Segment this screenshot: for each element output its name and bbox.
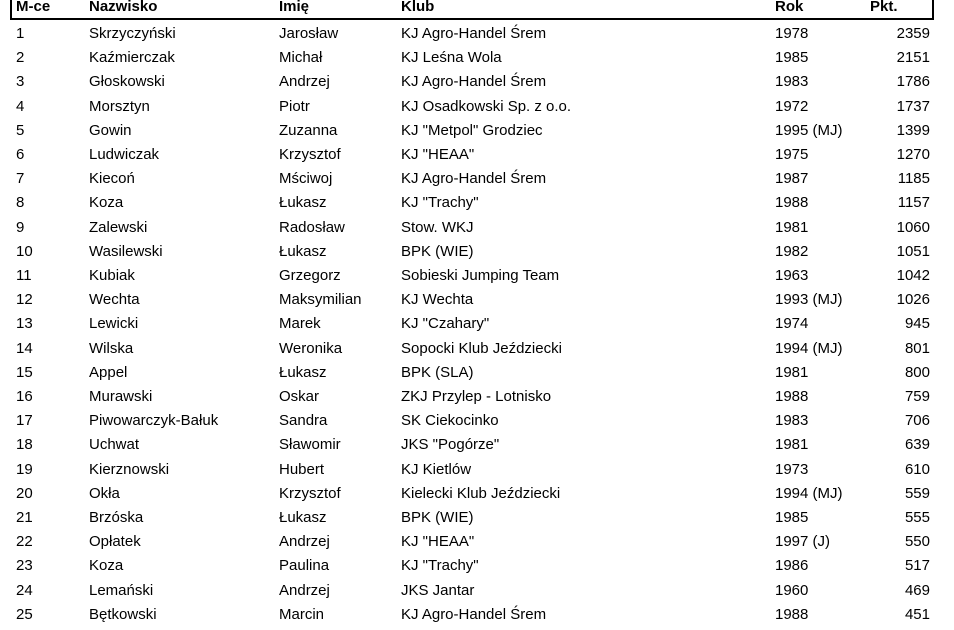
cell-surname: Opłatek [89, 533, 141, 551]
cell-surname: Okła [89, 484, 120, 502]
cell-year: 1975 [775, 146, 809, 163]
cell-points: 550 [904, 533, 930, 551]
cell-club: KJ "Metpol" Grodziec [401, 121, 543, 139]
cell-position: 20 [16, 484, 33, 502]
cell-position: 2 [16, 49, 25, 67]
table-row [0, 409, 954, 433]
table-row [0, 482, 954, 506]
table-header [10, 0, 934, 20]
cell-first-name: Hubert [279, 460, 325, 478]
cell-points: 1737 [896, 97, 930, 115]
cell-first-name: Michał [279, 49, 323, 67]
table-row [0, 506, 954, 530]
table-row [0, 143, 954, 167]
cell-position: 24 [16, 581, 33, 599]
cell-position: 25 [16, 605, 33, 623]
cell-points: 706 [904, 412, 930, 430]
cell-year: 1981 [775, 218, 809, 236]
cell-position: 19 [16, 460, 33, 478]
table-row [0, 240, 954, 264]
cell-surname: Koza [89, 557, 124, 575]
cell-surname: Brzóska [89, 509, 144, 526]
cell-points: 2359 [896, 25, 930, 42]
cell-club: JKS "Pogórze" [401, 436, 500, 454]
table-row [0, 530, 954, 554]
cell-club: KJ Leśna Wola [401, 49, 502, 67]
cell-surname: Lemański [89, 581, 154, 599]
cell-surname: Wechta [89, 291, 140, 309]
cell-first-name: Grzegorz [279, 267, 341, 284]
table-row [0, 95, 954, 119]
cell-position: 3 [16, 73, 25, 91]
cell-surname: Morsztyn [89, 97, 150, 115]
cell-position: 14 [16, 339, 33, 357]
cell-surname: Głoskowski [89, 73, 165, 91]
cell-first-name: Weronika [279, 339, 343, 357]
cell-surname: Piwowarczyk-Bałuk [89, 412, 219, 430]
cell-position: 16 [16, 388, 33, 405]
cell-position: 10 [16, 242, 33, 260]
cell-first-name: Łukasz [279, 509, 327, 526]
cell-first-name: Łukasz [279, 194, 327, 212]
cell-club: Kielecki Klub Jeździecki [401, 484, 561, 502]
cell-points: 555 [904, 509, 930, 526]
cell-year: 1960 [775, 581, 809, 599]
table-row [0, 312, 954, 336]
cell-position: 6 [16, 146, 25, 163]
table-row [0, 433, 954, 457]
cell-surname: Murawski [89, 388, 153, 405]
cell-year: 1983 [775, 412, 809, 430]
cell-surname: Koza [89, 194, 124, 212]
cell-first-name: Andrzej [279, 73, 330, 91]
cell-points: 1185 [897, 170, 930, 188]
cell-position: 22 [16, 533, 33, 551]
cell-points: 1042 [896, 267, 930, 284]
cell-position: 15 [16, 363, 33, 381]
cell-points: 1157 [897, 194, 930, 212]
cell-points: 1786 [896, 73, 930, 91]
table-row [0, 603, 954, 627]
header-position: M-ce [16, 0, 51, 15]
cell-surname: Lewicki [89, 315, 139, 333]
cell-club: KJ "HEAA" [401, 533, 475, 551]
cell-club: Sopocki Klub Jeździecki [401, 339, 562, 357]
cell-first-name: Krzysztof [279, 484, 341, 502]
cell-points: 2151 [896, 49, 930, 67]
cell-position: 7 [16, 170, 25, 188]
cell-year: 1986 [775, 557, 809, 575]
cell-surname: Bętkowski [89, 605, 157, 623]
cell-points: 639 [904, 436, 930, 454]
cell-surname: Zalewski [89, 218, 148, 236]
cell-year: 1987 [775, 170, 809, 188]
cell-first-name: Piotr [279, 97, 310, 115]
cell-year: 1988 [775, 194, 809, 212]
table-row [0, 458, 954, 482]
table-row [0, 191, 954, 215]
cell-points: 1026 [896, 291, 930, 309]
cell-year: 1973 [775, 460, 809, 478]
cell-first-name: Maksymilian [279, 291, 362, 309]
cell-first-name: Andrzej [279, 581, 330, 599]
cell-points: 610 [904, 460, 930, 478]
cell-position: 23 [16, 557, 33, 575]
header-surname: Nazwisko [89, 0, 158, 15]
cell-club: SK Ciekocinko [401, 412, 499, 430]
cell-year: 1974 [775, 315, 809, 333]
cell-position: 12 [16, 291, 33, 309]
cell-points: 559 [904, 484, 930, 502]
cell-club: KJ "Trachy" [401, 194, 479, 212]
cell-first-name: Łukasz [279, 363, 327, 381]
cell-year: 1981 [775, 436, 809, 454]
cell-surname: Kiecoń [89, 170, 135, 188]
table-row [0, 167, 954, 191]
cell-first-name: Sandra [279, 412, 328, 430]
cell-surname: Wasilewski [89, 242, 163, 260]
cell-points: 945 [904, 315, 930, 333]
cell-position: 13 [16, 315, 33, 333]
cell-first-name: Marek [279, 315, 321, 333]
header-year: Rok [775, 0, 804, 15]
cell-position: 1 [16, 25, 25, 42]
cell-year: 1988 [775, 388, 809, 405]
cell-club: ZKJ Przylep - Lotnisko [401, 388, 552, 405]
cell-first-name: Radosław [279, 218, 345, 236]
cell-surname: Uchwat [89, 436, 140, 454]
cell-first-name: Marcin [279, 605, 325, 623]
cell-position: 9 [16, 218, 25, 236]
cell-year: 1997 (J) [775, 533, 831, 551]
cell-first-name: Andrzej [279, 533, 330, 551]
cell-club: KJ Osadkowski Sp. z o.o. [401, 97, 572, 115]
cell-surname: Kubiak [89, 267, 135, 284]
cell-first-name: Krzysztof [279, 146, 341, 163]
cell-year: 1985 [775, 49, 809, 67]
cell-points: 800 [904, 363, 930, 381]
cell-surname: Gowin [89, 121, 132, 139]
cell-year: 1981 [775, 363, 809, 381]
cell-club: BPK (WIE) [401, 242, 474, 260]
cell-club: Stow. WKJ [401, 218, 474, 236]
cell-first-name: Sławomir [279, 436, 341, 454]
table-row [0, 22, 954, 46]
cell-club: KJ Agro-Handel Śrem [401, 170, 547, 188]
cell-points: 469 [904, 581, 930, 599]
cell-points: 517 [904, 557, 930, 575]
table-row [0, 216, 954, 240]
cell-year: 1993 (MJ) [775, 291, 843, 309]
cell-first-name: Łukasz [279, 242, 327, 260]
header-club: Klub [401, 0, 435, 15]
cell-year: 1983 [775, 73, 809, 91]
cell-year: 1995 (MJ) [775, 121, 843, 139]
cell-first-name: Oskar [279, 388, 320, 405]
cell-year: 1994 (MJ) [775, 484, 843, 502]
cell-year: 1972 [775, 97, 809, 115]
cell-year: 1978 [775, 25, 809, 42]
cell-points: 1399 [896, 121, 930, 139]
cell-year: 1963 [775, 267, 809, 284]
cell-position: 17 [16, 412, 33, 430]
cell-points: 759 [904, 388, 930, 405]
cell-surname: Appel [89, 363, 128, 381]
cell-club: KJ "Trachy" [401, 557, 479, 575]
cell-points: 1051 [896, 242, 930, 260]
header-points: Pkt. [870, 0, 898, 15]
cell-club: KJ Agro-Handel Śrem [401, 605, 547, 623]
cell-club: KJ Agro-Handel Śrem [401, 73, 547, 91]
cell-first-name: Mściwoj [279, 170, 333, 188]
table-row [0, 70, 954, 94]
cell-points: 801 [904, 339, 930, 357]
cell-points: 1060 [896, 218, 930, 236]
table-row [0, 554, 954, 578]
table-row [0, 337, 954, 361]
cell-surname: Ludwiczak [89, 146, 160, 163]
cell-club: KJ Agro-Handel Śrem [401, 25, 547, 42]
table-row [0, 119, 954, 143]
cell-surname: Skrzyczyński [89, 25, 176, 42]
table-row [0, 385, 954, 409]
cell-year: 1982 [775, 242, 809, 260]
cell-position: 4 [16, 97, 25, 115]
cell-club: KJ "Czahary" [401, 315, 490, 333]
cell-year: 1994 (MJ) [775, 339, 843, 357]
cell-club: BPK (SLA) [401, 363, 474, 381]
cell-first-name: Jarosław [279, 25, 339, 42]
cell-club: KJ Kietlów [401, 460, 472, 478]
cell-club: KJ "HEAA" [401, 146, 475, 163]
cell-club: JKS Jantar [401, 581, 475, 599]
table-row [0, 579, 954, 603]
cell-position: 8 [16, 194, 25, 212]
cell-first-name: Paulina [279, 557, 330, 575]
cell-club: Sobieski Jumping Team [401, 267, 560, 284]
cell-surname: Kierznowski [89, 460, 170, 478]
cell-surname: Kaźmierczak [89, 49, 175, 67]
cell-year: 1988 [775, 605, 809, 623]
header-first-name: Imię [279, 0, 310, 15]
cell-first-name: Zuzanna [279, 121, 338, 139]
cell-points: 451 [904, 605, 930, 623]
cell-position: 5 [16, 121, 25, 139]
cell-club: KJ Wechta [401, 291, 474, 309]
cell-position: 18 [16, 436, 33, 454]
cell-club: BPK (WIE) [401, 509, 474, 526]
cell-points: 1270 [896, 146, 930, 163]
table-row [0, 361, 954, 385]
table-row [0, 288, 954, 312]
table-row [0, 264, 954, 288]
cell-surname: Wilska [89, 339, 134, 357]
cell-year: 1985 [775, 509, 809, 526]
table-row [0, 46, 954, 70]
cell-position: 11 [16, 267, 32, 284]
cell-position: 21 [16, 509, 33, 526]
